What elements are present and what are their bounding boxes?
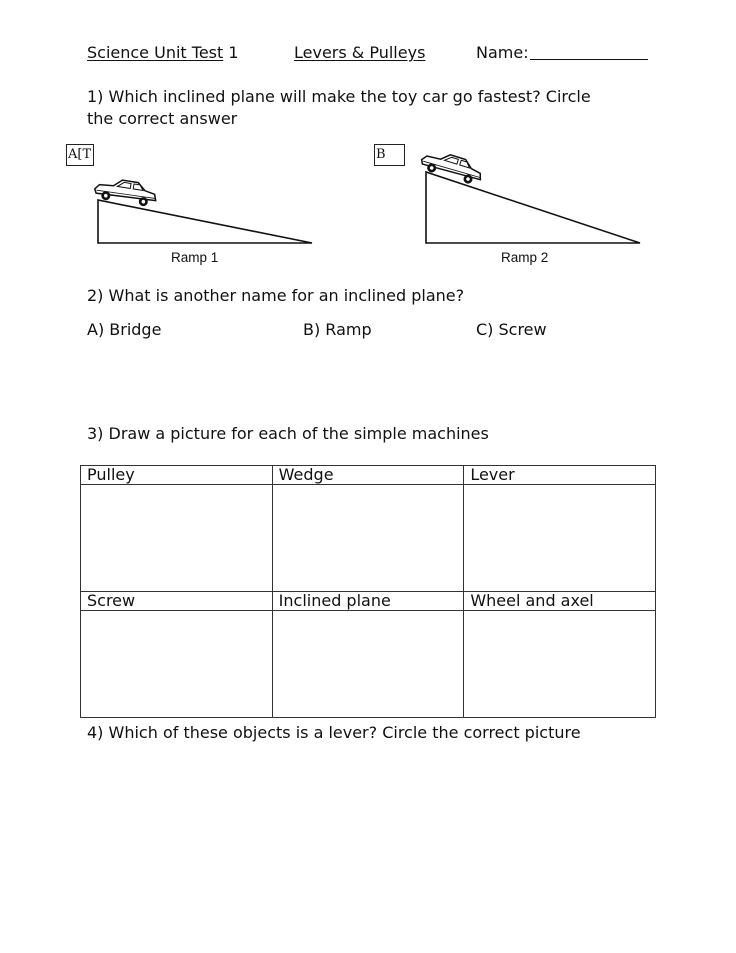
test-title: Science Unit Test xyxy=(87,43,224,62)
drawing-area-wedge[interactable] xyxy=(272,485,464,592)
q2-option-b[interactable]: B) Ramp xyxy=(303,320,372,339)
q2-option-c[interactable]: C) Screw xyxy=(476,320,547,339)
q4-text: 4) Which of these objects is a lever? Circle the correct picture xyxy=(87,723,581,742)
drawing-area-lever[interactable] xyxy=(464,485,656,592)
test-number: 1 xyxy=(223,43,239,62)
q2-text: 2) What is another name for an inclined plane? xyxy=(87,286,465,305)
drawing-area-inclined-plane[interactable] xyxy=(272,611,464,718)
drawing-area-wheel-and-axel[interactable] xyxy=(464,611,656,718)
q1-text-line2: the correct answer xyxy=(87,109,238,128)
ramps-figure xyxy=(0,0,736,280)
cell-label-lever: Lever xyxy=(464,466,656,485)
q2-option-a[interactable]: A) Bridge xyxy=(87,320,162,339)
topic-title: Levers & Pulleys xyxy=(294,43,426,62)
ramp-1-caption: Ramp 1 xyxy=(171,250,219,265)
cell-label-wheel-and-axel: Wheel and axel xyxy=(464,592,656,611)
ramp-1[interactable] xyxy=(98,200,312,243)
drawing-area-pulley[interactable] xyxy=(81,485,273,592)
answer-box-a[interactable]: A[T xyxy=(66,144,94,166)
drawing-area-screw[interactable] xyxy=(81,611,273,718)
answer-box-b[interactable]: B xyxy=(374,144,405,166)
name-label: Name: xyxy=(476,43,529,62)
cell-label-pulley: Pulley xyxy=(81,466,273,485)
cell-label-wedge: Wedge xyxy=(272,466,464,485)
cell-label-screw: Screw xyxy=(81,592,273,611)
q3-text: 3) Draw a picture for each of the simple machines xyxy=(87,424,489,443)
toy-car-1-icon xyxy=(93,176,158,208)
cell-label-inclined-plane: Inclined plane xyxy=(272,592,464,611)
machines-drawing-table xyxy=(80,465,656,718)
ramp-2-caption: Ramp 2 xyxy=(501,250,549,265)
q1-text-line1: 1) Which inclined plane will make the toy car go fastest? Circle xyxy=(87,87,591,106)
ramp-2[interactable] xyxy=(426,172,640,243)
